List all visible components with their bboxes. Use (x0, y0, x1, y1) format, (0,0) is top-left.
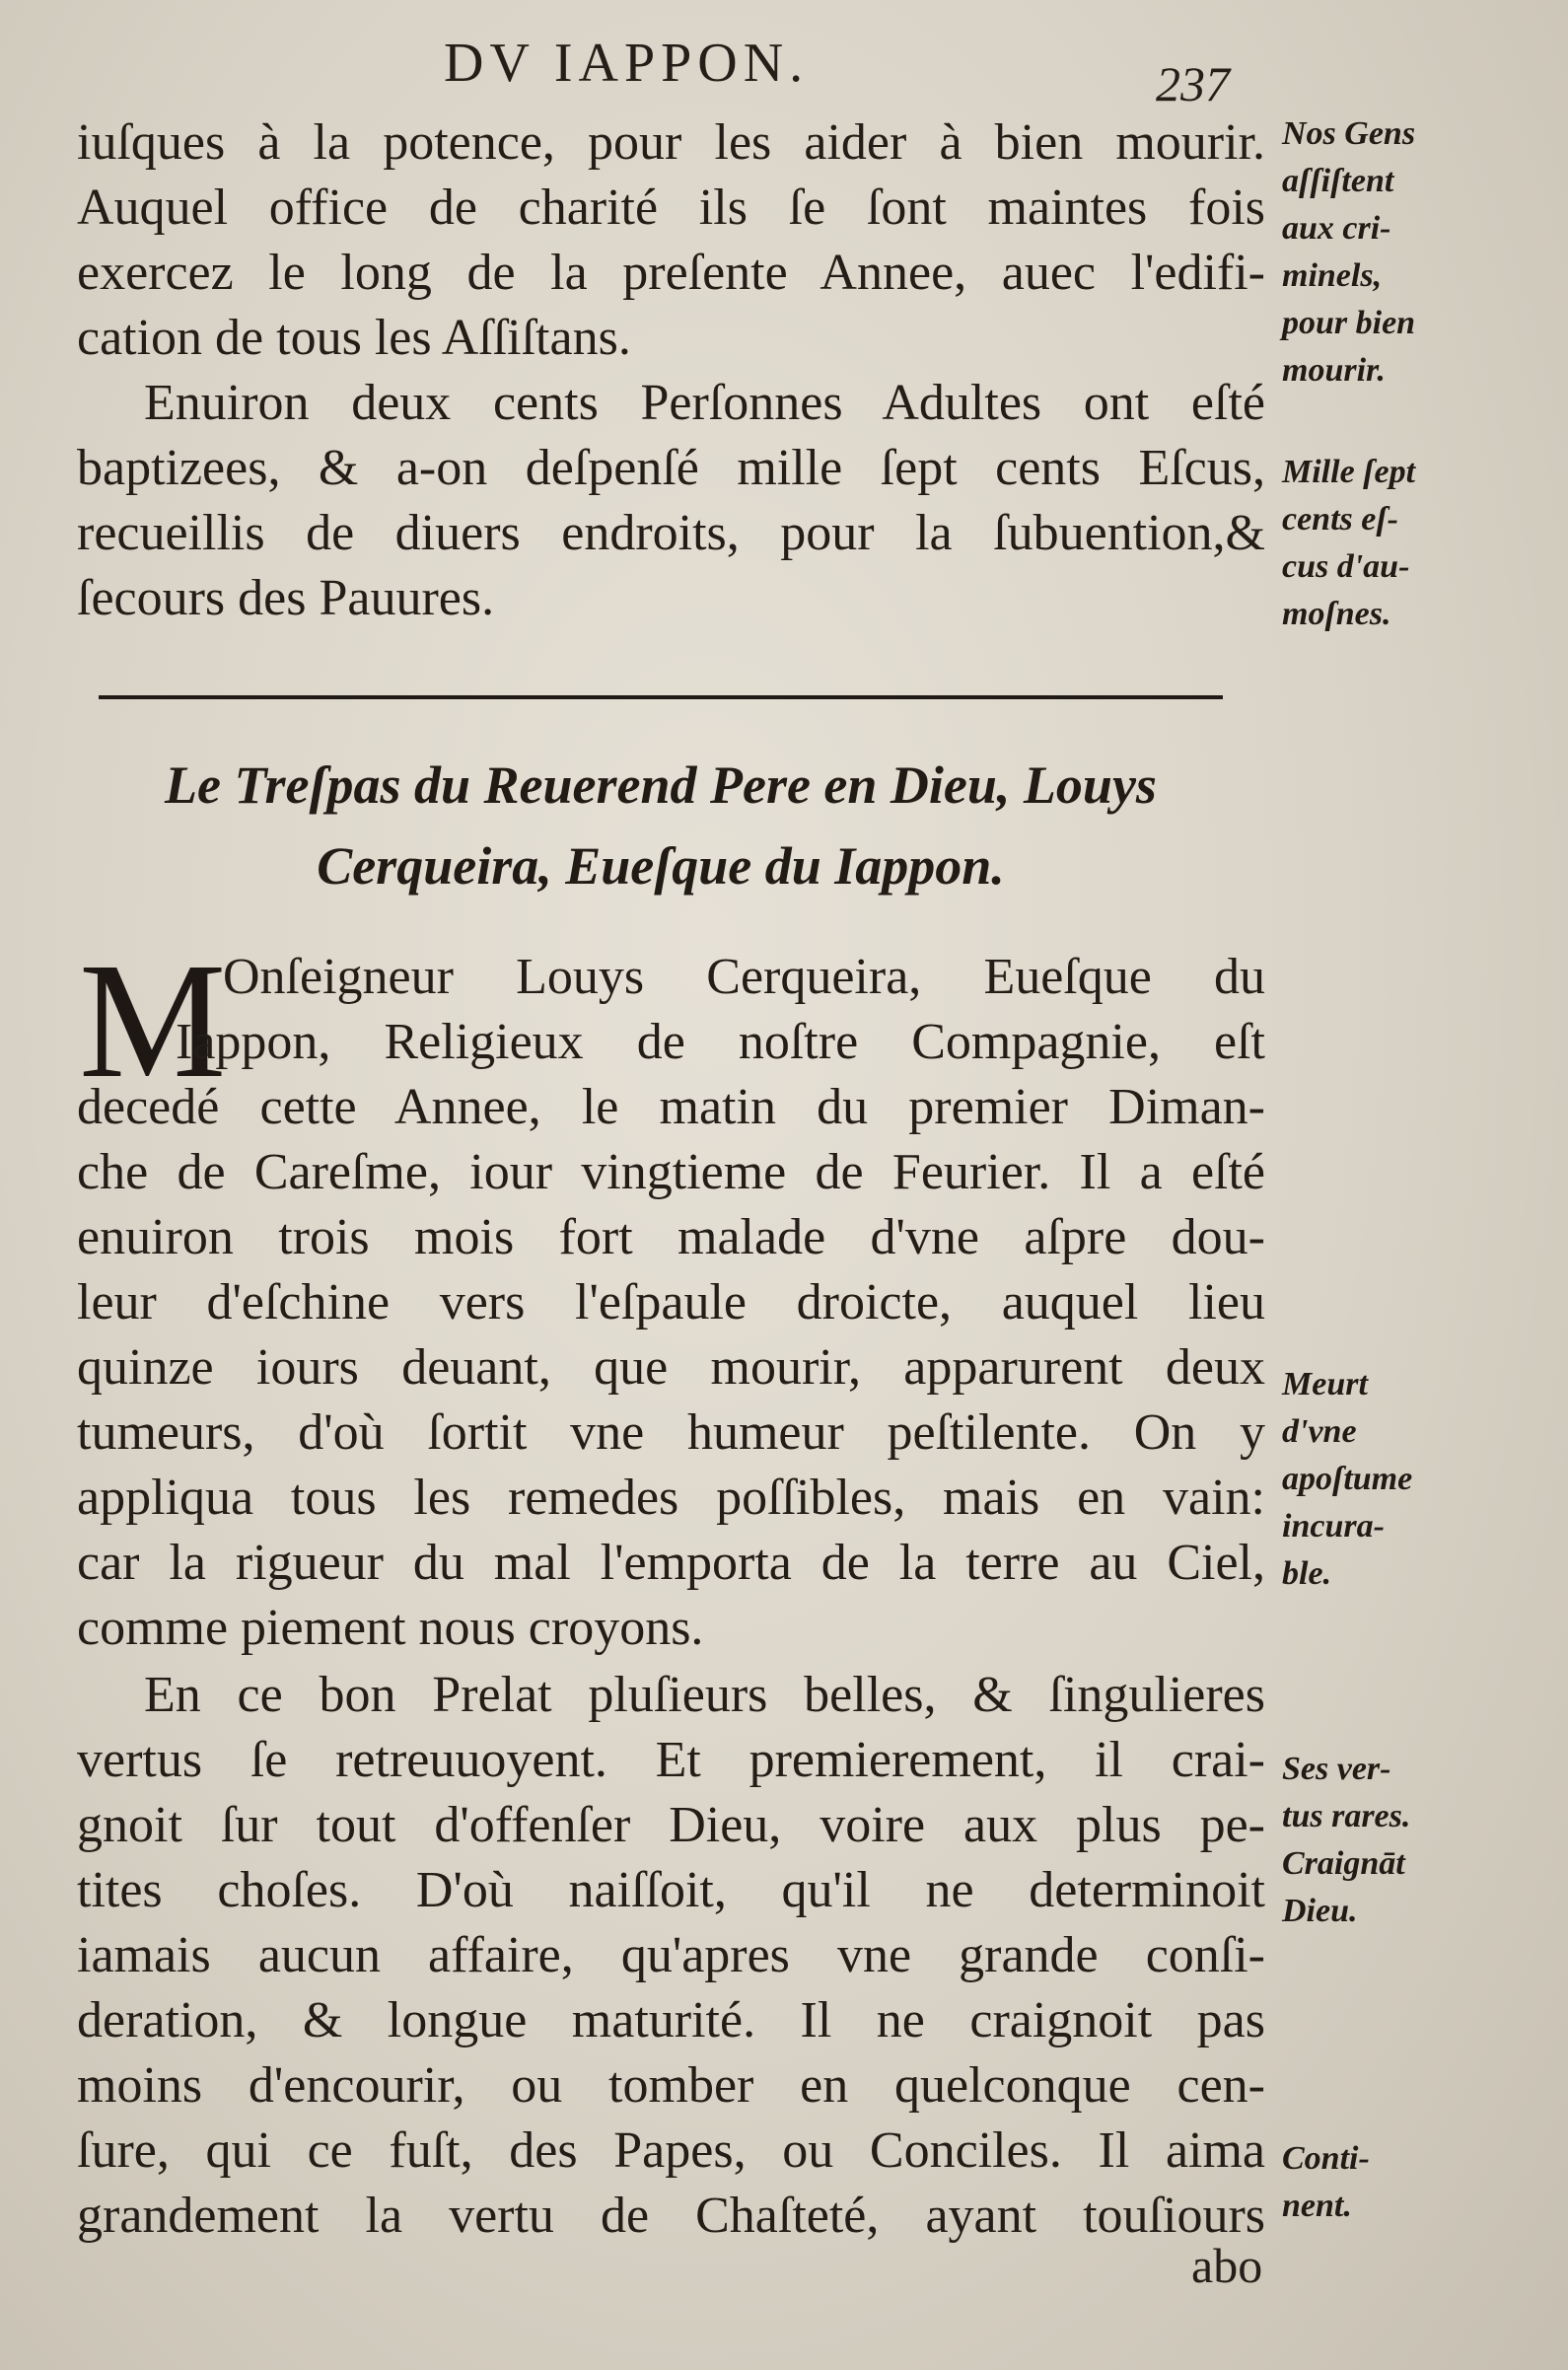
margin-note-line: Ses ver- (1282, 1751, 1391, 1787)
text-line: baptizees, & a-on deſpenſé mille ſept cents Eſcus, (77, 440, 1265, 496)
text-line: appliqua tous les remedes poſſibles, mais en vain: (77, 1470, 1265, 1526)
margin-note-line: d'vne (1282, 1413, 1357, 1450)
margin-note-line: Craignāt (1282, 1845, 1405, 1882)
text-line: En ce bon Prelat pluſieurs belles, & ſingulieres (144, 1667, 1265, 1723)
text-line: decedé cette Annee, le matin du premier Diman- (77, 1079, 1265, 1135)
margin-note (1282, 1746, 1479, 1935)
catchword: abo (1191, 2238, 1263, 2293)
margin-note-line: Mille ſept (1282, 454, 1416, 490)
margin-note-line: ble. (1282, 1555, 1332, 1592)
text-line: moins d'encourir, ou tomber en quelconque cen- (77, 2057, 1265, 2114)
margin-note-line: Nos Gens (1282, 115, 1416, 152)
drop-cap: M (79, 929, 227, 1113)
text-line: exercez le long de la preſente Annee, auec l'edifi- (77, 245, 1265, 301)
text-line: vertus ſe retreuuoyent. Et premierement, il crai- (77, 1732, 1265, 1788)
margin-note-line: aux cri- (1282, 210, 1391, 247)
text-line: tumeurs, d'où ſortit vne humeur peſtilente. On y (77, 1404, 1265, 1461)
text-line: grandement la vertu de Chaſteté, ayant touſiours (77, 2188, 1265, 2244)
text-line: che de Careſme, iour vingtieme de Feurier. Il a eſté (77, 1144, 1265, 1200)
margin-note-line: tus rares. (1282, 1798, 1411, 1834)
margin-note-line: cus d'au- (1282, 548, 1410, 585)
text-line: car la rigueur du mal l'emporta de la terre au Ciel, (77, 1535, 1265, 1591)
margin-note-line: moſnes. (1282, 596, 1391, 632)
paragraph-baptisms (77, 371, 1265, 631)
margin-note-line: apoſtume (1282, 1461, 1413, 1497)
text-line: tites choſes. D'où naiſſoit, qu'il ne determinoit (77, 1862, 1265, 1918)
text-line: Onſeigneur Louys Cerqueira, Eueſque du (223, 949, 1265, 1005)
margin-note (1282, 449, 1479, 638)
margin-note-line: minels, (1282, 257, 1383, 294)
text-line: iuſques à la potence, pour les aider à bien mourir. (77, 114, 1265, 171)
margin-note-line: Conti- (1282, 2140, 1370, 2177)
text-line: quinze iours deuant, que mourir, apparurent deux (77, 1339, 1265, 1396)
text-line: comme piement nous croyons. (77, 1600, 704, 1656)
text-line: gnoit ſur tout d'offenſer Dieu, voire aux plus pe- (77, 1797, 1265, 1853)
margin-note-line: nent. (1282, 2188, 1352, 2224)
margin-note-line: cents eſ- (1282, 501, 1399, 538)
paragraph-death (77, 929, 1265, 1661)
margin-note (1282, 110, 1479, 395)
paragraph-virtues (77, 1663, 1265, 2249)
margin-note-line: Meurt (1282, 1366, 1368, 1402)
margin-note-line: aſſiſtent (1282, 163, 1394, 199)
text-line: enuiron trois mois fort malade d'vne aſpre dou- (77, 1209, 1265, 1265)
text-line: cation de tous les Aſſiſtans. (77, 310, 631, 366)
margin-note (1282, 2135, 1479, 2230)
paragraph-continuation (77, 110, 1265, 371)
text-line: Iappon, Religieux de noſtre Compagnie, eſt (176, 1014, 1265, 1070)
margin-note-line: incura- (1282, 1508, 1385, 1544)
page-number: 237 (1156, 56, 1230, 111)
heading-line: Le Treſpas du Reuerend Pere en Dieu, Louys (165, 755, 1157, 815)
text-line: ſure, qui ce fuſt, des Papes, ou Conciles. Il aima (77, 2122, 1265, 2179)
margin-note-line: pour bien (1282, 305, 1416, 341)
text-line: ſecours des Pauures. (77, 570, 495, 626)
margin-note (1282, 1361, 1479, 1598)
section-heading (99, 745, 1223, 906)
heading-line: Cerqueira, Eueſque du Iappon. (317, 836, 1005, 896)
text-line: deration, & longue maturité. Il ne craignoit pas (77, 1992, 1265, 2048)
text-line: Auquel office de charité ils ſe ſont maintes fois (77, 180, 1265, 236)
margin-note-line: mourir. (1282, 352, 1386, 389)
text-line: Enuiron deux cents Perſonnes Adultes ont eſté (144, 375, 1265, 431)
text-line: iamais aucun affaire, qu'apres vne grande conſi- (77, 1927, 1265, 1983)
running-title: DV IAPPON. (444, 33, 810, 94)
text-line: leur d'eſchine vers l'eſpaule droicte, auquel lieu (77, 1274, 1265, 1330)
margin-note-line: Dieu. (1282, 1893, 1358, 1929)
horizontal-rule (99, 695, 1223, 699)
text-line: recueillis de diuers endroits, pour la ſubuention,& (77, 505, 1265, 561)
